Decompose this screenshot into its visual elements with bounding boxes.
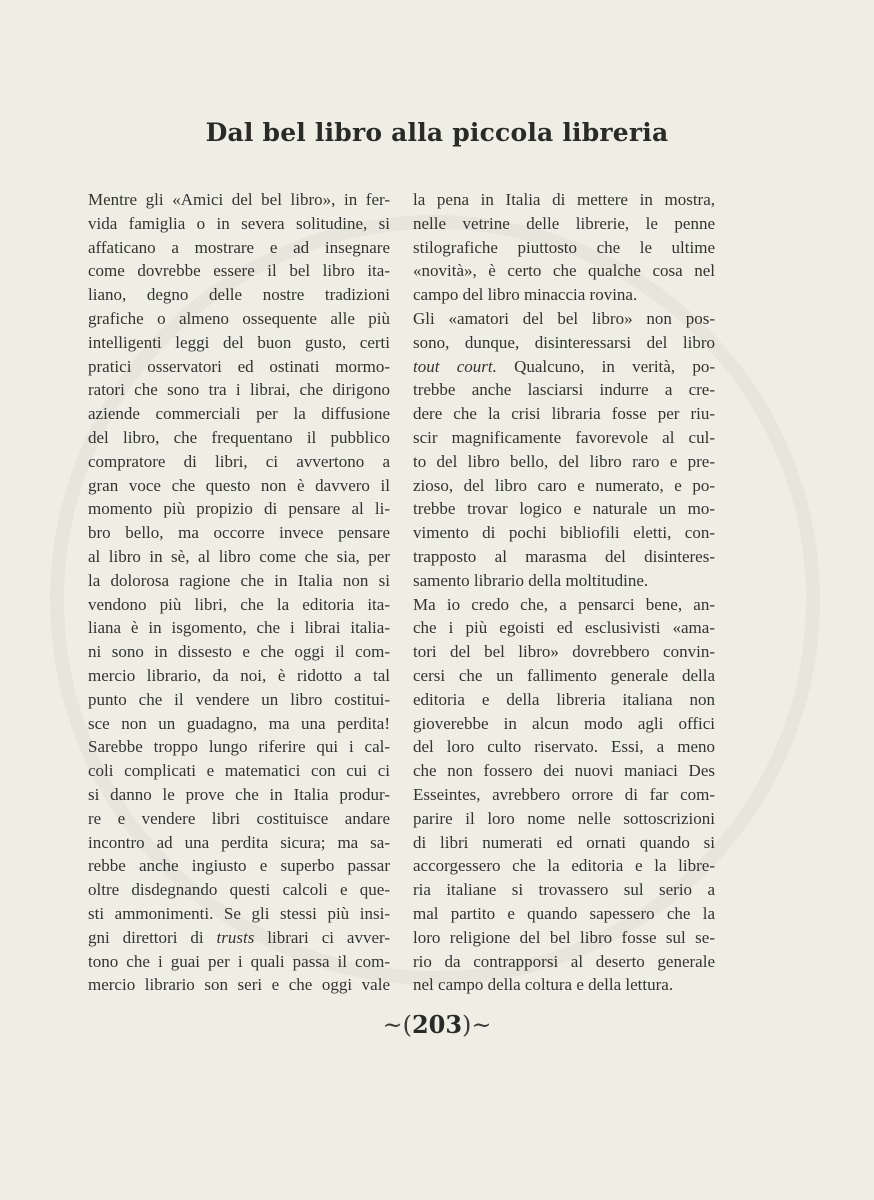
text-line: accorgessero che la editoria e la libre- — [413, 856, 715, 876]
text-line: stilografiche piuttosto che le ultime — [413, 237, 715, 257]
text-line: intelligenti leggi del buon gusto, certi — [88, 332, 390, 352]
text-line: di libri numerati ed ornati quando si — [413, 832, 715, 852]
text-line: campo del libro minaccia rovina. — [413, 285, 638, 305]
text-line: pratici osservatori ed ostinati mormo- — [88, 356, 390, 376]
text-line: vimento di pochi bibliofili eletti, con- — [413, 523, 715, 543]
folio-ornament-right: )~ — [462, 1011, 492, 1039]
text-line: mercio librario, da noi, è ridotto a tal — [88, 665, 390, 685]
text-line: mal partito e quando sapessero che la — [413, 903, 715, 923]
text-line: editoria e della libreria italiana non — [413, 689, 715, 709]
text-line: trapposto al marasma del disinteres- — [413, 546, 715, 566]
text-line: bro bello, ma occorre invece pensare — [88, 523, 390, 543]
folio-ornament-left: ~( — [382, 1011, 412, 1039]
text-line: rebbe anche ingiusto e superbo passar — [88, 856, 390, 876]
text-line: compratore di libri, ci avvertono a — [88, 451, 390, 471]
page-number-value: 203 — [411, 1010, 463, 1039]
text-line: scir magnificamente favorevole al cul- — [413, 427, 715, 447]
page-number — [0, 1010, 874, 1039]
text-line: punto che il vendere un libro costitui- — [88, 689, 390, 709]
text-line: grafiche o almeno ossequente alle più — [88, 308, 390, 328]
text-line: loro religione del bel libro fosse sul se- — [413, 927, 715, 947]
text-line: affaticano a mostrare e ad insegnare — [88, 237, 390, 257]
text-line: Esseintes, avrebbero orrore di far com- — [413, 784, 715, 804]
page-title: Dal bel libro alla piccola libreria — [205, 118, 669, 147]
text-line: parire il loro nome nelle sottoscrizioni — [413, 808, 715, 828]
text-line: liano, degno delle nostre tradizioni — [88, 285, 390, 305]
text-line: coli complicati e matematici con cui ci — [88, 761, 390, 781]
text-line: vendono più libri, che la editoria ita- — [88, 594, 390, 614]
text-line: che non fossero dei nuovi maniaci Des — [413, 761, 715, 781]
text-line: trebbe anche lasciarsi indurre a cre- — [413, 380, 715, 400]
text-line: la dolorosa ragione che in Italia non si — [88, 570, 390, 590]
text-line: del loro culto riservato. Essi, a meno — [413, 737, 715, 757]
text-line: tono che i guai per i quali passa il com- — [88, 951, 390, 971]
text-line: mercio librario son seri e che oggi vale — [88, 975, 390, 995]
text-line: sti ammonimenti. Se gli stessi più insi- — [88, 903, 390, 923]
text-line: ratori che sono tra i librai, che dirigono — [88, 380, 390, 400]
text-line: re e vendere libri costituisce andare — [88, 808, 390, 828]
text-line: Sarebbe troppo lungo riferire qui i cal- — [88, 737, 390, 757]
text-line: tori del bel libro» dovrebbero convin- — [413, 642, 715, 662]
text-line: liana è in isgomento, che i librai italia- — [88, 618, 390, 638]
text-line: nelle vetrine delle librerie, le penne — [413, 213, 715, 233]
text-line: del libro, che frequentano il pubblico — [88, 427, 390, 447]
text-line: Mentre gli «Amici del bel libro», in fer- — [88, 190, 390, 209]
text-column-right — [413, 188, 715, 997]
text-line: ria italiane si trovassero sul serio a — [413, 880, 715, 900]
text-line: vida famiglia o in severa solitudine, si — [88, 213, 390, 233]
text-line: la pena in Italia di mettere in mostra, — [413, 190, 715, 209]
text-line: «novità», è certo che qualche cosa nel — [413, 261, 715, 281]
text-line: si danno le prove che in Italia produr- — [88, 784, 390, 804]
text-column-left — [88, 188, 390, 997]
text-line: che i più egoisti ed esclusivisti «ama- — [413, 618, 715, 638]
text-line: momento più propizio di pensare al li- — [88, 499, 390, 519]
text-line: zioso, del libro caro e numerato, e po- — [413, 475, 715, 495]
text-line: gni direttori di trusts librari ci avver- — [88, 927, 390, 947]
text-line: sono, dunque, disinteressarsi del libro — [413, 332, 715, 352]
text-line: dere che la crisi libraria fosse per riu- — [413, 404, 715, 424]
text-line: samento librario della moltitudine. — [413, 570, 649, 590]
text-line: rio da contrapporsi al deserto generale — [413, 951, 715, 971]
text-line: Gli «amatori del bel libro» non pos- — [413, 308, 715, 328]
text-line: come dovrebbe essere il bel libro ita- — [88, 261, 390, 281]
text-line: ni sono in dissesto e che oggi il com- — [88, 642, 390, 662]
text-line: gran voce che questo non è davvero il — [88, 475, 390, 495]
text-line: oltre disdegnando questi calcoli e que- — [88, 880, 390, 900]
text-line: al libro in sè, al libro come che sia, per — [88, 546, 390, 566]
text-line: sce non un guadagno, ma una perdita! — [88, 713, 390, 733]
text-line: nel campo della coltura e della lettura. — [413, 975, 674, 995]
text-line: incontro ad una perdita sicura; ma sa- — [88, 832, 390, 852]
text-line: gioverebbe in alcun modo agli offici — [413, 713, 715, 733]
text-line: Ma io credo che, a pensarci bene, an- — [413, 594, 715, 614]
text-line: trebbe trovar logico e naturale un mo- — [413, 499, 715, 519]
text-line: aziende commerciali per la diffusione — [88, 404, 390, 424]
text-line: tout court. Qualcuno, in verità, po- — [413, 356, 715, 376]
text-line: cersi che un fallimento generale della — [413, 665, 715, 685]
text-line: to del libro bello, del libro raro e pre- — [413, 451, 715, 471]
